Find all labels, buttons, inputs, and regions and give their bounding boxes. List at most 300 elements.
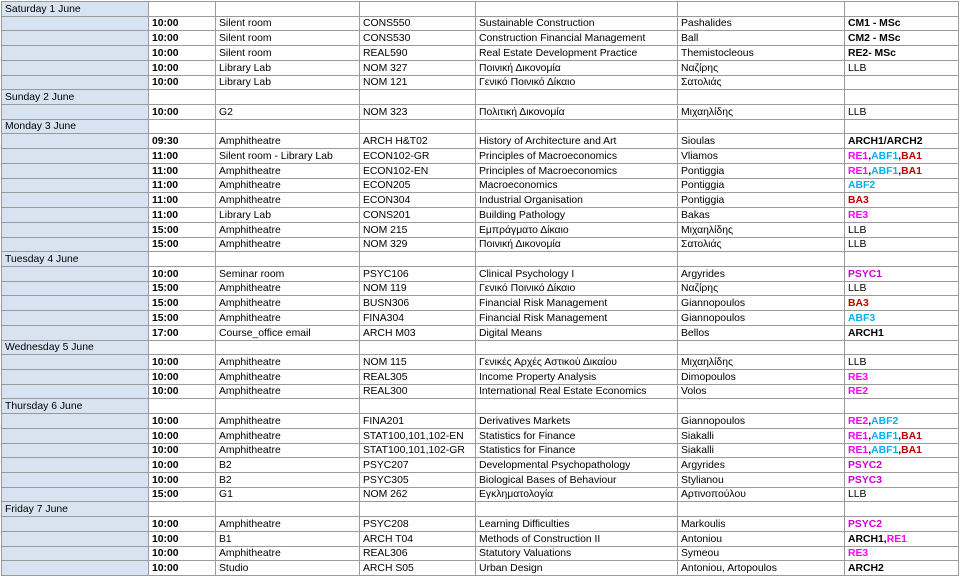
course-title-cell[interactable]: Principles of Macroeconomics [476, 163, 678, 178]
room-cell[interactable]: Amphitheatre [216, 428, 360, 443]
time-cell[interactable]: 10:00 [149, 531, 216, 546]
time-cell[interactable]: 11:00 [149, 149, 216, 164]
programme-cell[interactable] [845, 546, 959, 561]
course-title-cell[interactable]: Ποινική Δικονομία [476, 60, 678, 75]
day-column-cell[interactable] [2, 487, 149, 502]
programme-cell[interactable] [845, 561, 959, 576]
time-cell[interactable]: 17:00 [149, 325, 216, 340]
time-cell[interactable]: 11:00 [149, 178, 216, 193]
programme-tag: CM1 - MSc [848, 18, 901, 30]
empty-cell[interactable] [149, 90, 216, 105]
room-cell[interactable]: B2 [216, 473, 360, 488]
empty-cell[interactable] [678, 502, 845, 517]
course-code-cell[interactable]: REAL300 [360, 384, 476, 399]
lecturer-cell[interactable]: Σατολιάς [678, 75, 845, 90]
programme-cell[interactable] [845, 311, 959, 326]
lecturer-cell[interactable]: Αρτινοπούλου [678, 487, 845, 502]
programme-tag: RE1 [848, 165, 869, 177]
time-cell[interactable]: 10:00 [149, 414, 216, 429]
room-cell[interactable]: Library Lab [216, 208, 360, 223]
course-title-cell[interactable]: International Real Estate Economics [476, 384, 678, 399]
programme-cell[interactable] [845, 75, 959, 90]
room-cell[interactable]: B1 [216, 531, 360, 546]
empty-cell[interactable] [149, 399, 216, 414]
time-cell[interactable]: 10:00 [149, 31, 216, 46]
exam-row [2, 517, 959, 532]
programme-cell[interactable] [845, 414, 959, 429]
time-cell[interactable]: 10:00 [149, 266, 216, 281]
lecturer-cell[interactable]: Μιχαηλίδης [678, 105, 845, 120]
day-column-cell[interactable] [2, 208, 149, 223]
exam-row [2, 487, 959, 502]
empty-cell[interactable] [678, 90, 845, 105]
empty-cell[interactable] [678, 119, 845, 134]
programme-cell[interactable] [845, 487, 959, 502]
exam-row [2, 311, 959, 326]
day-label-cell[interactable]: Monday 3 June [2, 119, 149, 134]
course-title-cell[interactable]: Sustainable Construction [476, 16, 678, 31]
day-column-cell[interactable] [2, 531, 149, 546]
course-code-cell[interactable]: CONS550 [360, 16, 476, 31]
time-cell[interactable]: 10:00 [149, 546, 216, 561]
time-cell[interactable]: 15:00 [149, 222, 216, 237]
time-cell[interactable]: 10:00 [149, 473, 216, 488]
programme-cell[interactable] [845, 281, 959, 296]
course-title-cell[interactable]: Εγκληματολογία [476, 487, 678, 502]
day-header-row [2, 340, 959, 355]
course-title-cell[interactable]: Ποινική Δικονομία [476, 237, 678, 252]
lecturer-cell[interactable]: Antoniou, Artopoulos [678, 561, 845, 576]
empty-cell[interactable] [845, 119, 959, 134]
lecturer-cell[interactable]: Argyrides [678, 458, 845, 473]
course-title-cell[interactable]: Industrial Organisation [476, 193, 678, 208]
time-cell[interactable]: 10:00 [149, 355, 216, 370]
time-cell[interactable]: 10:00 [149, 105, 216, 120]
room-cell[interactable]: Silent room [216, 31, 360, 46]
lecturer-cell[interactable]: Argyrides [678, 266, 845, 281]
lecturer-cell[interactable]: Sioulas [678, 134, 845, 149]
lecturer-cell[interactable]: Symeou [678, 546, 845, 561]
day-column-cell[interactable] [2, 16, 149, 31]
programme-cell[interactable] [845, 31, 959, 46]
programme-cell[interactable] [845, 517, 959, 532]
day-column-cell[interactable] [2, 443, 149, 458]
lecturer-cell[interactable]: Giannopoulos [678, 296, 845, 311]
room-cell[interactable]: Amphitheatre [216, 237, 360, 252]
time-cell[interactable]: 10:00 [149, 60, 216, 75]
empty-cell[interactable] [216, 119, 360, 134]
course-title-cell[interactable]: Developmental Psychopathology [476, 458, 678, 473]
course-title-cell[interactable]: Digital Means [476, 325, 678, 340]
course-title-cell[interactable]: Derivatives Markets [476, 414, 678, 429]
empty-cell[interactable] [360, 2, 476, 17]
programme-cell[interactable] [845, 16, 959, 31]
day-column-cell[interactable] [2, 311, 149, 326]
programme-cell[interactable] [845, 443, 959, 458]
day-column-cell[interactable] [2, 414, 149, 429]
empty-cell[interactable] [216, 340, 360, 355]
course-title-cell[interactable]: Statistics for Finance [476, 428, 678, 443]
empty-cell[interactable] [149, 340, 216, 355]
day-label-cell[interactable]: Saturday 1 June [2, 2, 149, 17]
empty-cell[interactable] [845, 502, 959, 517]
room-cell[interactable]: Amphitheatre [216, 222, 360, 237]
time-cell[interactable]: 10:00 [149, 428, 216, 443]
room-cell[interactable]: Silent room [216, 46, 360, 61]
course-code-cell[interactable]: REAL305 [360, 369, 476, 384]
empty-cell[interactable] [360, 119, 476, 134]
programme-cell[interactable] [845, 325, 959, 340]
course-title-cell[interactable]: Γενικό Ποινικό Δίκαιο [476, 75, 678, 90]
empty-cell[interactable] [476, 502, 678, 517]
empty-cell[interactable] [360, 340, 476, 355]
empty-cell[interactable] [149, 119, 216, 134]
programme-cell[interactable] [845, 149, 959, 164]
day-column-cell[interactable] [2, 134, 149, 149]
empty-cell[interactable] [216, 90, 360, 105]
exam-row [2, 414, 959, 429]
empty-cell[interactable] [845, 340, 959, 355]
day-column-cell[interactable] [2, 163, 149, 178]
time-cell[interactable]: 15:00 [149, 311, 216, 326]
day-header-row [2, 399, 959, 414]
course-title-cell[interactable]: Clinical Psychology I [476, 266, 678, 281]
empty-cell[interactable] [476, 252, 678, 267]
programme-cell[interactable] [845, 384, 959, 399]
day-column-cell[interactable] [2, 105, 149, 120]
empty-cell[interactable] [360, 399, 476, 414]
course-title-cell[interactable]: Statistics for Finance [476, 443, 678, 458]
lecturer-cell[interactable]: Bakas [678, 208, 845, 223]
course-code-cell[interactable]: PSYC208 [360, 517, 476, 532]
programme-tag: ABF1 [871, 430, 899, 442]
programme-cell[interactable] [845, 296, 959, 311]
course-code-cell[interactable]: PSYC106 [360, 266, 476, 281]
course-code-cell[interactable]: STAT100,101,102-EN [360, 428, 476, 443]
empty-cell[interactable] [149, 2, 216, 17]
day-column-cell[interactable] [2, 369, 149, 384]
programme-tag: ABF2 [871, 415, 899, 427]
lecturer-cell[interactable]: Siakalli [678, 428, 845, 443]
programme-cell[interactable] [845, 428, 959, 443]
empty-cell[interactable] [216, 399, 360, 414]
day-column-cell[interactable] [2, 428, 149, 443]
programme-cell[interactable] [845, 237, 959, 252]
programme-cell[interactable] [845, 458, 959, 473]
lecturer-cell[interactable]: Bellos [678, 325, 845, 340]
course-code-cell[interactable]: ARCH M03 [360, 325, 476, 340]
room-cell[interactable]: Amphitheatre [216, 355, 360, 370]
day-label-cell[interactable]: Wednesday 5 June [2, 340, 149, 355]
day-column-cell[interactable] [2, 561, 149, 576]
course-code-cell[interactable]: STAT100,101,102-GR [360, 443, 476, 458]
day-header-row [2, 252, 959, 267]
lecturer-cell[interactable]: Μιχαηλίδης [678, 222, 845, 237]
room-cell[interactable]: Amphitheatre [216, 414, 360, 429]
day-column-cell[interactable] [2, 458, 149, 473]
exam-row [2, 325, 959, 340]
empty-cell[interactable] [216, 252, 360, 267]
lecturer-cell[interactable]: Volos [678, 384, 845, 399]
room-cell[interactable]: Library Lab [216, 60, 360, 75]
day-label-cell[interactable]: Friday 7 June [2, 502, 149, 517]
course-title-cell[interactable]: History of Architecture and Art [476, 134, 678, 149]
room-cell[interactable]: Amphitheatre [216, 311, 360, 326]
day-column-cell[interactable] [2, 384, 149, 399]
day-column-cell[interactable] [2, 178, 149, 193]
day-column-cell[interactable] [2, 193, 149, 208]
lecturer-cell[interactable]: Giannopoulos [678, 414, 845, 429]
day-column-cell[interactable] [2, 296, 149, 311]
empty-cell[interactable] [476, 399, 678, 414]
time-cell[interactable]: 11:00 [149, 163, 216, 178]
programme-cell[interactable] [845, 266, 959, 281]
course-title-cell[interactable]: Construction Financial Management [476, 31, 678, 46]
programme-cell[interactable] [845, 222, 959, 237]
day-label-cell[interactable]: Thursday 6 June [2, 399, 149, 414]
day-column-cell[interactable] [2, 46, 149, 61]
course-code-cell[interactable]: ARCH S05 [360, 561, 476, 576]
lecturer-cell[interactable]: Ναζίρης [678, 60, 845, 75]
programme-cell[interactable] [845, 355, 959, 370]
course-title-cell[interactable]: Biological Bases of Behaviour [476, 473, 678, 488]
programme-cell[interactable] [845, 193, 959, 208]
day-column-cell[interactable] [2, 546, 149, 561]
course-code-cell[interactable]: FINA304 [360, 311, 476, 326]
exam-row [2, 266, 959, 281]
day-column-cell[interactable] [2, 237, 149, 252]
lecturer-cell[interactable]: Pontiggia [678, 163, 845, 178]
programme-cell[interactable] [845, 163, 959, 178]
lecturer-cell[interactable]: Themistocleous [678, 46, 845, 61]
day-column-cell[interactable] [2, 149, 149, 164]
empty-cell[interactable] [678, 340, 845, 355]
room-cell[interactable]: Amphitheatre [216, 384, 360, 399]
day-column-cell[interactable] [2, 355, 149, 370]
empty-cell[interactable] [216, 502, 360, 517]
day-column-cell[interactable] [2, 75, 149, 90]
exam-row [2, 163, 959, 178]
course-code-cell[interactable]: CONS530 [360, 31, 476, 46]
programme-tag: LLB [848, 283, 867, 295]
time-cell[interactable]: 10:00 [149, 443, 216, 458]
lecturer-cell[interactable]: Siakalli [678, 443, 845, 458]
time-cell[interactable]: 10:00 [149, 369, 216, 384]
empty-cell[interactable] [678, 2, 845, 17]
day-column-cell[interactable] [2, 325, 149, 340]
empty-cell[interactable] [360, 252, 476, 267]
course-code-cell[interactable]: ECON304 [360, 193, 476, 208]
lecturer-cell[interactable]: Pontiggia [678, 178, 845, 193]
course-title-cell[interactable]: Real Estate Development Practice [476, 46, 678, 61]
programme-cell[interactable] [845, 134, 959, 149]
lecturer-cell[interactable]: Ball [678, 31, 845, 46]
course-title-cell[interactable]: Income Property Analysis [476, 369, 678, 384]
course-code-cell[interactable]: NOM 215 [360, 222, 476, 237]
exam-row [2, 428, 959, 443]
programme-cell[interactable] [845, 473, 959, 488]
time-cell[interactable]: 10:00 [149, 561, 216, 576]
course-code-cell[interactable]: NOM 115 [360, 355, 476, 370]
lecturer-cell[interactable]: Μιχαηλίδης [678, 355, 845, 370]
exam-row [2, 75, 959, 90]
time-cell[interactable]: 15:00 [149, 237, 216, 252]
time-cell[interactable]: 11:00 [149, 193, 216, 208]
room-cell[interactable]: Amphitheatre [216, 134, 360, 149]
course-title-cell[interactable]: Εμπράγματο Δίκαιο [476, 222, 678, 237]
course-code-cell[interactable]: ECON102-GR [360, 149, 476, 164]
course-title-cell[interactable]: Financial Risk Management [476, 296, 678, 311]
course-code-cell[interactable]: BUSN306 [360, 296, 476, 311]
empty-cell[interactable] [678, 399, 845, 414]
course-code-cell[interactable]: NOM 329 [360, 237, 476, 252]
time-cell[interactable]: 10:00 [149, 517, 216, 532]
time-cell[interactable]: 11:00 [149, 208, 216, 223]
empty-cell[interactable] [149, 252, 216, 267]
room-cell[interactable]: Course_office email [216, 325, 360, 340]
empty-cell[interactable] [476, 90, 678, 105]
time-cell[interactable]: 10:00 [149, 384, 216, 399]
course-code-cell[interactable]: NOM 327 [360, 60, 476, 75]
room-cell[interactable]: Seminar room [216, 266, 360, 281]
day-column-cell[interactable] [2, 222, 149, 237]
course-code-cell[interactable]: CONS201 [360, 208, 476, 223]
empty-cell[interactable] [845, 90, 959, 105]
room-cell[interactable]: Amphitheatre [216, 163, 360, 178]
lecturer-cell[interactable]: Pashalides [678, 16, 845, 31]
time-cell[interactable]: 10:00 [149, 458, 216, 473]
programme-tag: PSYC1 [848, 268, 883, 280]
programme-tag: ARCH1/ARCH2 [848, 136, 923, 148]
time-cell[interactable]: 15:00 [149, 487, 216, 502]
day-column-cell[interactable] [2, 31, 149, 46]
room-cell[interactable]: Silent room - Library Lab [216, 149, 360, 164]
course-title-cell[interactable]: Methods of Construction II [476, 531, 678, 546]
course-title-cell[interactable]: Πολιτική Δικονομία [476, 105, 678, 120]
room-cell[interactable]: B2 [216, 458, 360, 473]
lecturer-cell[interactable]: Giannopoulos [678, 311, 845, 326]
programme-cell[interactable] [845, 60, 959, 75]
course-code-cell[interactable]: PSYC207 [360, 458, 476, 473]
room-cell[interactable]: G1 [216, 487, 360, 502]
lecturer-cell[interactable]: Ναζίρης [678, 281, 845, 296]
room-cell[interactable]: Silent room [216, 16, 360, 31]
programme-tag: LLB [848, 356, 867, 368]
lecturer-cell[interactable]: Stylianou [678, 473, 845, 488]
time-cell[interactable]: 10:00 [149, 75, 216, 90]
time-cell[interactable]: 15:00 [149, 281, 216, 296]
course-code-cell[interactable]: NOM 262 [360, 487, 476, 502]
course-code-cell[interactable]: REAL306 [360, 546, 476, 561]
empty-cell[interactable] [149, 502, 216, 517]
lecturer-cell[interactable]: Σατολιάς [678, 237, 845, 252]
room-cell[interactable]: Amphitheatre [216, 517, 360, 532]
lecturer-cell[interactable]: Vliamos [678, 149, 845, 164]
course-code-cell[interactable]: FINA201 [360, 414, 476, 429]
exam-row [2, 561, 959, 576]
day-column-cell[interactable] [2, 60, 149, 75]
day-column-cell[interactable] [2, 281, 149, 296]
empty-cell[interactable] [845, 399, 959, 414]
course-code-cell[interactable]: NOM 121 [360, 75, 476, 90]
day-label-cell[interactable]: Tuesday 4 June [2, 252, 149, 267]
programme-tag: RE1 [848, 150, 869, 162]
programme-tag: , [868, 430, 872, 442]
empty-cell[interactable] [360, 502, 476, 517]
programme-cell[interactable] [845, 46, 959, 61]
course-title-cell[interactable]: Γενικό Ποινικό Δίκαιο [476, 281, 678, 296]
course-title-cell[interactable]: Building Pathology [476, 208, 678, 223]
course-title-cell[interactable]: Statutory Valuations [476, 546, 678, 561]
time-cell[interactable]: 15:00 [149, 296, 216, 311]
course-title-cell[interactable]: Financial Risk Management [476, 311, 678, 326]
programme-tag: LLB [848, 106, 867, 118]
time-cell[interactable]: 10:00 [149, 46, 216, 61]
lecturer-cell[interactable]: Antoniou [678, 531, 845, 546]
course-code-cell[interactable]: PSYC305 [360, 473, 476, 488]
empty-cell[interactable] [845, 2, 959, 17]
day-column-cell[interactable] [2, 473, 149, 488]
course-code-cell[interactable]: ECON102-EN [360, 163, 476, 178]
programme-cell[interactable] [845, 531, 959, 546]
course-code-cell[interactable]: NOM 323 [360, 105, 476, 120]
exam-row [2, 281, 959, 296]
course-title-cell[interactable]: Learning Difficulties [476, 517, 678, 532]
programme-cell[interactable] [845, 105, 959, 120]
time-cell[interactable]: 10:00 [149, 16, 216, 31]
empty-cell[interactable] [360, 90, 476, 105]
room-cell[interactable]: Amphitheatre [216, 296, 360, 311]
programme-cell[interactable] [845, 369, 959, 384]
room-cell[interactable]: G2 [216, 105, 360, 120]
programme-tag: ARCH1 [848, 327, 884, 339]
day-column-cell[interactable] [2, 517, 149, 532]
empty-cell[interactable] [216, 2, 360, 17]
lecturer-cell[interactable]: Markoulis [678, 517, 845, 532]
day-label-cell[interactable]: Sunday 2 June [2, 90, 149, 105]
room-cell[interactable]: Amphitheatre [216, 443, 360, 458]
course-code-cell[interactable]: REAL590 [360, 46, 476, 61]
empty-cell[interactable] [678, 252, 845, 267]
lecturer-cell[interactable]: Dimopoulos [678, 369, 845, 384]
course-title-cell[interactable]: Principles of Macroeconomics [476, 149, 678, 164]
time-cell[interactable]: 09:30 [149, 134, 216, 149]
empty-cell[interactable] [845, 252, 959, 267]
room-cell[interactable]: Amphitheatre [216, 546, 360, 561]
course-code-cell[interactable]: NOM 119 [360, 281, 476, 296]
course-code-cell[interactable]: ECON205 [360, 178, 476, 193]
programme-cell[interactable] [845, 178, 959, 193]
course-code-cell[interactable]: ARCH T04 [360, 531, 476, 546]
empty-cell[interactable] [476, 119, 678, 134]
course-title-cell[interactable]: Urban Design [476, 561, 678, 576]
course-title-cell[interactable]: Macroeconomics [476, 178, 678, 193]
day-header-row [2, 90, 959, 105]
room-cell[interactable]: Amphitheatre [216, 178, 360, 193]
course-code-cell[interactable]: ARCH H&T02 [360, 134, 476, 149]
room-cell[interactable]: Amphitheatre [216, 369, 360, 384]
room-cell[interactable]: Amphitheatre [216, 281, 360, 296]
programme-cell[interactable] [845, 208, 959, 223]
empty-cell[interactable] [476, 2, 678, 17]
empty-cell[interactable] [476, 340, 678, 355]
room-cell[interactable]: Studio [216, 561, 360, 576]
lecturer-cell[interactable]: Pontiggia [678, 193, 845, 208]
day-column-cell[interactable] [2, 266, 149, 281]
room-cell[interactable]: Amphitheatre [216, 193, 360, 208]
course-title-cell[interactable]: Γενικές Αρχές Αστικού Δικαίου [476, 355, 678, 370]
room-cell[interactable]: Library Lab [216, 75, 360, 90]
